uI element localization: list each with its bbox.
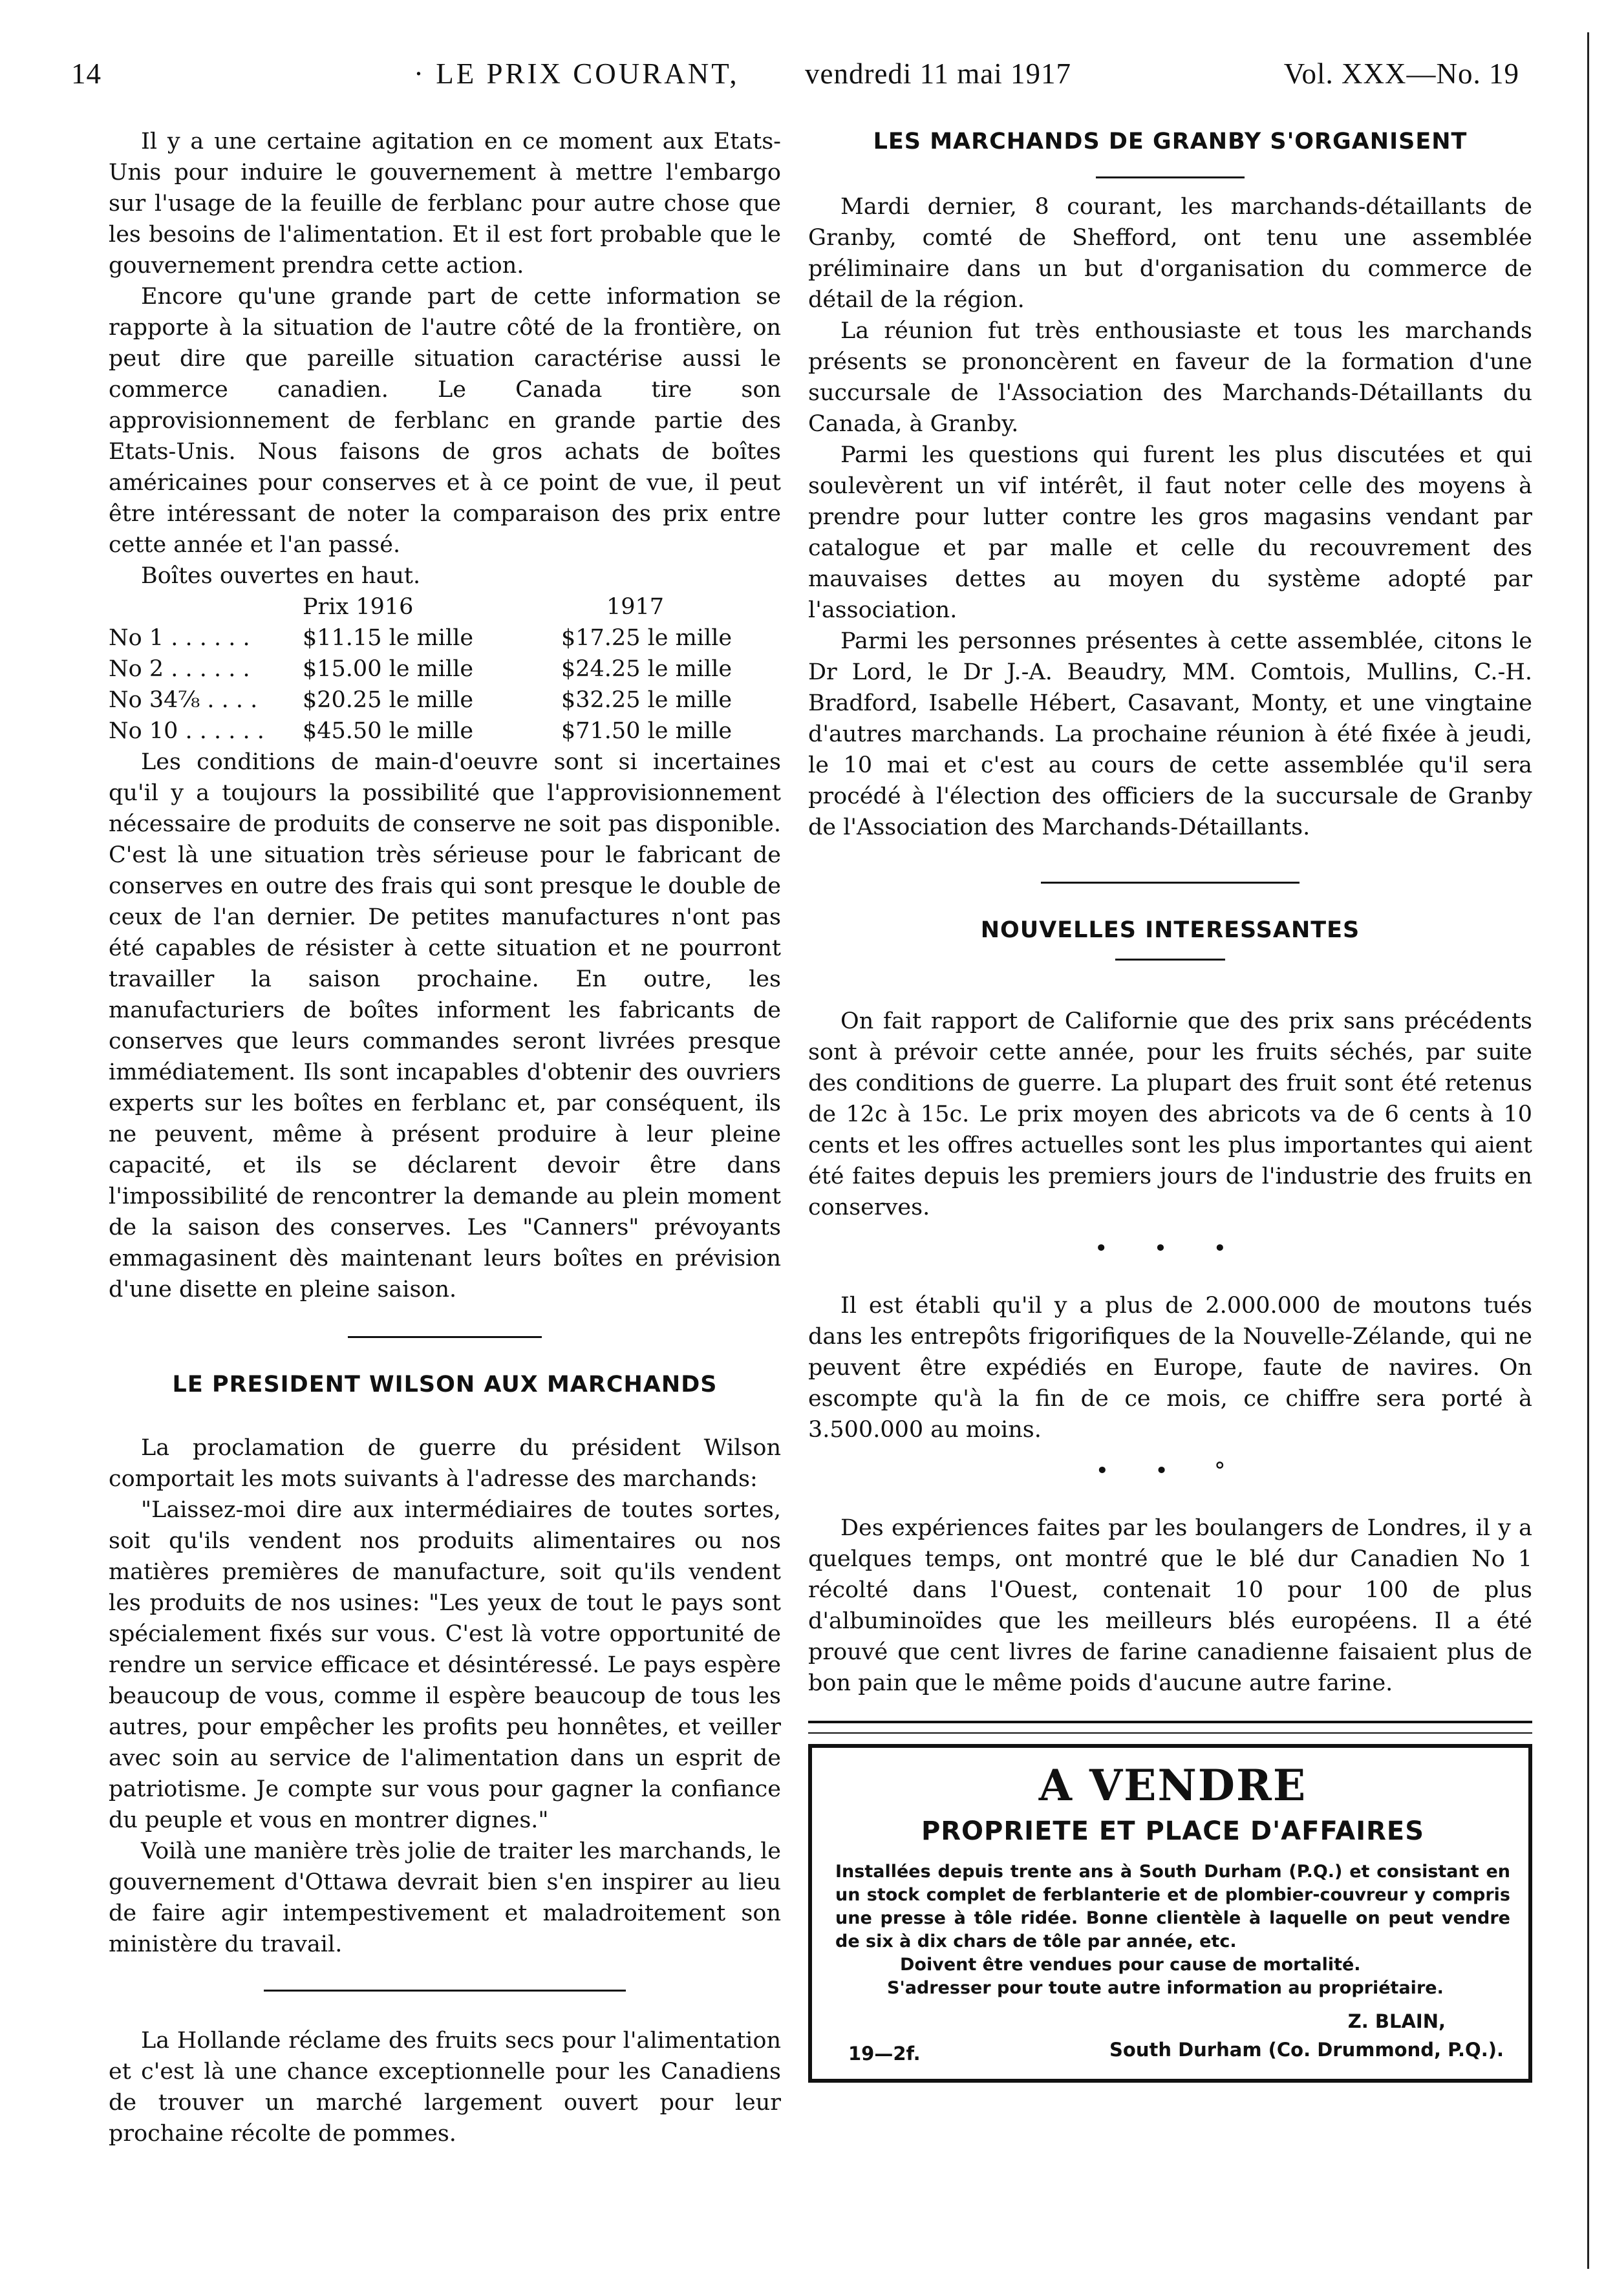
article-paragraph: "Laissez-moi dire aux intermédiaires de toutes sortes, soit qu'ils vendent nos produits alimentaires ou nos matières premières de manufacture, soit qu'ils vendent les produits de nos usines: "Les yeux de tout le pays sont spécialement fixés sur vous. C'est là votre opportunité de rendre un service efficace et désintéressé. Le pays espère beaucoup de vous, comme il espère beaucoup de tous les autres, pour empêcher les profits peu honnêtes, et veiller avec soin au service de l'alimentation dans un esprit de patriotisme. Je compte sur vous pour gagner la confiance du peuple et vous en montrer dignes.": [109, 1497, 781, 1833]
ad-line: Doivent être vendues pour cause de mortalité.: [900, 1955, 1361, 1975]
table-cell: $45.50 le mille: [303, 718, 474, 744]
article-paragraph: Voilà une manière très jolie de traiter les marchands, le gouvernement d'Ottawa devrait bien s'en inspirer au lieu de faire agir intempestivement et maladroitement son ministère du travail.: [109, 1838, 781, 1957]
article-paragraph: Les conditions de main-d'oeuvre sont si incertaines qu'il y a toujours la possibilité que l'approvisionnement nécessaire de produits de conserve ne soit pas disponible. C'est là une situation très sérieuse pour le fabricant de conserves en outre des frais qui sont presque le double de ceux de l'an dernier. De petites manufactures n'ont pas été capables de résister à cette situation et ne pourront travailler la saison prochaine. En outre, les manufacturiers de boîtes informent les fabricants de conserves que leurs commandes seront livrées presque immédiatement. Ils sont incapables d'obtenir des ouvriers experts sur les boîtes en ferblanc et, par conséquent, ils ne peuvent, même à présent produire à leur pleine capacité, et ils se déclarent devoir être dans l'impossibilité de rencontrer la demande au plein moment de la saison des conserves. Les "Canners" prévoyants emmagasinent dès maintenant leurs boîtes en prévision d'une disette en pleine saison.: [109, 749, 781, 1302]
article-paragraph: Parmi les questions qui furent les plus discutées et qui soulevèrent un vif intérêt, il faut noter celle des moyens à prendre pour lutter contre les gros magasins vendant par catalogue et par malle et celle du recouvrement des mauvaises dettes au moyen du système adopté par l'association.: [808, 442, 1532, 623]
article-paragraph: Parmi les personnes présentes à cette assemblée, citons le Dr Lord, le Dr J.-A. Beaudry, MM. Comtois, Mullins, C.-H. Bradford, Isabelle Hébert, Casavant, Monty, et une vingtaine d'autres marchands. La prochaine réunion à été fixée à jeudi, le 10 mai et c'est au cours de cette assemblée qu'il sera procédé à l'élection des officiers de la succursale de Granby de l'Association des Marchands-Détaillants.: [808, 628, 1532, 840]
article-paragraph: Encore qu'une grande part de cette information se rapporte à la situation de l'autre côté de la frontière, on peut dire que pareille situation caractérise aussi le commerce canadien. Le Canada tire son approvisionnement de ferblanc en grande partie des Etats-Unis. Nous faisons de gros achats de boîtes américaines pour conserves et à ce point de vue, il peut être intéressant de noter la comparaison des prix entre cette année et l'an passé.: [109, 284, 781, 558]
table-cell: $17.25 le mille: [561, 625, 733, 651]
article-paragraph: Il y a une certaine agitation en ce moment aux Etats-Unis pour induire le gouvernement à mettre l'embargo sur l'usage de la feuille de ferblanc pour autre chose que les besoins de l'alimentation. Et il est fort probable que le gouvernement prendra cette action.: [109, 129, 781, 279]
news-item: On fait rapport de Californie que des prix sans précédents sont à prévoir cette année, pour les fruits séchés, par suite des conditions de guerre. La plupart des fruit sont été retenus de 12c à 15c. Le prix moyen des abricots va de 6 cents à 10 cents et les offres actuelles sont les plus importantes qui aient été faites depuis les premiers jours de l'industrie des fruits en conserves.: [808, 1008, 1532, 1220]
table-cell: $15.00 le mille: [303, 656, 474, 682]
table-row: [109, 716, 781, 747]
table-cell: No 2 . . . . . .: [109, 656, 250, 682]
page-edge-rule: [1587, 32, 1589, 2269]
page-number: 14: [71, 58, 102, 90]
ad-reference: 19—2f.: [848, 2043, 921, 2065]
ad-line: S'adresser pour toute autre information au propriétaire.: [887, 1978, 1444, 1998]
article-paragraph: La Hollande réclame des fruits secs pour l'alimentation et c'est là une chance exceptionnelle pour les Canadiens de trouver un marché largement ouvert pour leur prochaine récolte de pommes.: [109, 2028, 781, 2147]
section-divider: [264, 1990, 626, 1992]
column-header: Prix 1916: [303, 594, 414, 620]
advertisement-rule: [808, 1721, 1532, 1734]
right-column: [808, 126, 1532, 2083]
for-sale-advertisement: [808, 1744, 1532, 2083]
issue-date: vendredi 11 mai 1917: [805, 58, 1071, 90]
ad-signature-address: South Durham (Co. Drummond, P.Q.).: [1109, 2039, 1504, 2061]
table-cell: $24.25 le mille: [561, 656, 733, 682]
section-title: LES MARCHANDS DE GRANBY S'ORGANISENT: [873, 129, 1468, 154]
page-header: [71, 57, 1519, 102]
section-divider: [348, 1336, 542, 1338]
news-item: Il est établi qu'il y a plus de 2.000.000 de moutons tués dans les entrepôts frigorifiques de la Nouvelle-Zélande, qui ne peuvent être expédiés en Europe, faute de navires. On escompte qu'à la fin de ce mois, ce chiffre sera porté à 3.500.000 au moins.: [808, 1293, 1532, 1443]
table-row: [109, 622, 781, 654]
ad-title: A VENDRE: [1038, 1760, 1307, 1811]
table-cell: $20.25 le mille: [303, 687, 474, 713]
table-header-row: [109, 591, 781, 622]
news-item: Des expériences faites par les boulangers de Londres, il y a quelques temps, ont montré que le blé dur Canadien No 1 récolté dans l'Ouest, contenait 10 pour 100 de plus d'albuminoïdes que les meilleurs blés européens. Il a été prouvé que cent livres de farine canadienne faisaient plus de bon pain que le même poids d'aucune autre farine.: [808, 1515, 1532, 1696]
section-title: LE PRESIDENT WILSON AUX MARCHANDS: [172, 1372, 718, 1398]
volume-number: Vol. XXX—No. 19: [1283, 58, 1519, 90]
table-cell: No 10 . . . . . .: [109, 718, 264, 744]
news-separator: • • •: [1094, 1236, 1246, 1262]
news-separator: • • °: [1095, 1458, 1245, 1484]
section-divider: [1115, 959, 1225, 961]
section-divider: [1041, 882, 1299, 884]
article-paragraph: Mardi dernier, 8 courant, les marchands-détaillants de Granby, comté de Shefford, ont tenu une assemblée préliminaire dans un but d'organisation du commerce de détail de la région.: [808, 194, 1532, 313]
ad-body: [835, 1860, 1510, 2000]
article-paragraph: La réunion fut très enthousiaste et tous les marchands présents se prononcèrent en faveur de la formation d'une succursale de l'Association des Marchands-Détaillants du Canada, à Granby.: [808, 318, 1532, 437]
price-table: [109, 591, 781, 747]
column-header: 1917: [606, 594, 665, 620]
ad-subtitle: PROPRIETE ET PLACE D'AFFAIRES: [921, 1816, 1425, 1846]
table-cell: $71.50 le mille: [561, 718, 733, 744]
ad-signature: [835, 2008, 1510, 2066]
left-column: [109, 126, 781, 2149]
table-cell: $32.25 le mille: [561, 687, 733, 713]
table-cell: $11.15 le mille: [303, 625, 474, 651]
ad-description: Installées depuis trente ans à South Durham (P.Q.) et consistant en un stock complet de ferblanterie et de plombier-couvreur y compris une presse à tôle ridée. Bonne clientèle à laquelle on peut vendre de six à dix chars de tôle par année, etc.: [835, 1862, 1510, 1951]
price-table-caption: Boîtes ouvertes en haut.: [141, 563, 421, 589]
section-title: NOUVELLES INTERESSANTES: [980, 917, 1360, 943]
table-cell: No 34⅞ . . . .: [109, 687, 258, 713]
publication-title: · LE PRIX COURANT,: [414, 58, 740, 90]
table-cell: No 1 . . . . . .: [109, 625, 250, 651]
table-row: [109, 685, 781, 716]
table-row: [109, 654, 781, 685]
article-paragraph: La proclamation de guerre du président Wilson comportait les mots suivants à l'adresse des marchands:: [109, 1435, 781, 1492]
section-divider: [1096, 176, 1245, 178]
ad-signature-name: Z. BLAIN,: [1347, 2010, 1446, 2032]
